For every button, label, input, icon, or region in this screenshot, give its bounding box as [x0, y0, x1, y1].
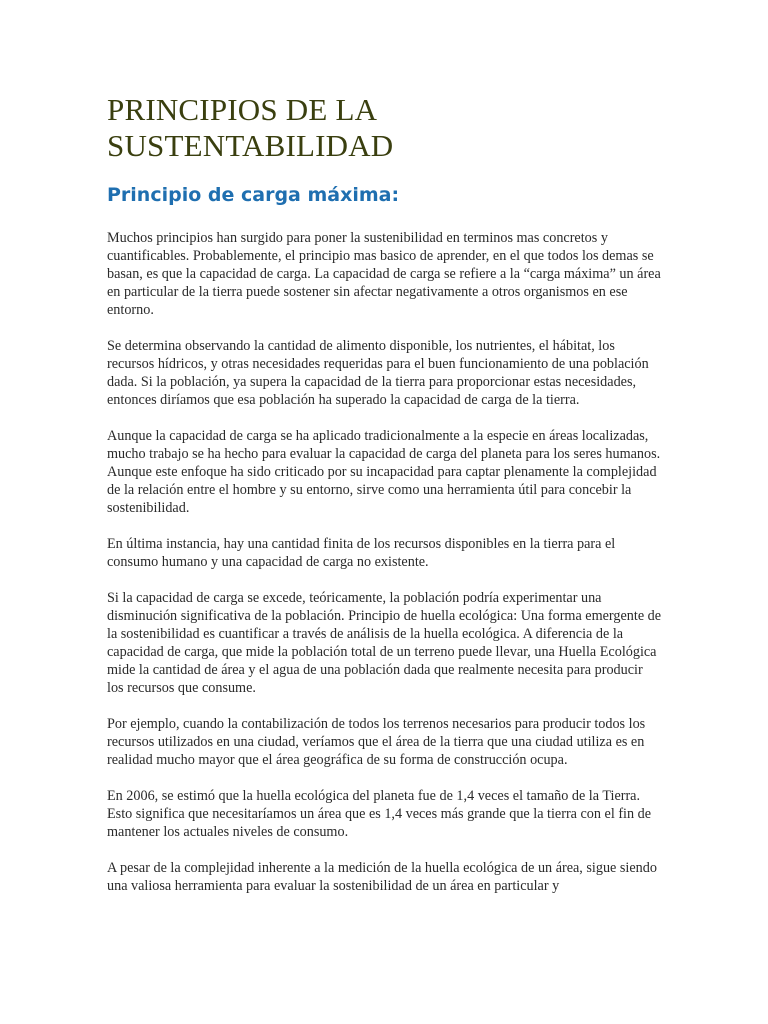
- document-title: [107, 92, 662, 164]
- document-title-line-1: PRINCIPIOS DE LA: [107, 92, 378, 127]
- document-title-line-2: SUSTENTABILIDAD: [107, 128, 394, 163]
- paragraph-2: Se determina observando la cantidad de alimento disponible, los nutrientes, el hábitat, los recursos hídricos, y otras necesidades requeridas para el buen funcionamiento de una población dada. Si la población, ya supera la capacidad de la tierra para proporcionar estas necesidades, entonces diríamos que esa población ha superado la capacidad de carga de la tierra.: [107, 338, 649, 408]
- paragraph-6: Por ejemplo, cuando la contabilización de todos los terrenos necesarios para producir todos los recursos utilizados en una ciudad, veríamos que el área de la tierra que una ciudad utiliza es en realidad mucho mayor que el área geográfica de su forma de construcción ocupa.: [107, 716, 646, 768]
- paragraph-8: A pesar de la complejidad inherente a la medición de la huella ecológica de un área, sigue siendo una valiosa herramienta para evaluar la sostenibilidad de un área en particular y: [107, 860, 657, 894]
- paragraph-3: Aunque la capacidad de carga se ha aplicado tradicionalmente a la especie en áreas localizadas, mucho trabajo se ha hecho para evaluar la capacidad de carga del planeta para los seres humanos. Aunque este enfoque ha sido criticado por su incapacidad para captar plenamente la complejidad de la relación entre el hombre y su entorno, sirve como una herramienta útil para concebir la sostenibilidad.: [107, 428, 661, 516]
- document-page: [107, 92, 662, 913]
- paragraph-4: En última instancia, hay una cantidad finita de los recursos disponibles en la tierra para el consumo humano y una capacidad de carga no existente.: [107, 536, 616, 570]
- paragraph-7: En 2006, se estimó que la huella ecológica del planeta fue de 1,4 veces el tamaño de la Tierra. Esto significa que necesitaríamos un área que es 1,4 veces más grande que la tierra con el fin de mantener los actuales niveles de consumo.: [107, 788, 652, 840]
- paragraph-5: Si la capacidad de carga se excede, teóricamente, la población podría experimentar una disminución significativa de la población. Principio de huella ecológica: Una forma emergente de la sostenibilidad es cuantificar a través de análisis de la huella ecológica. A diferencia de la capacidad de carga, que mide la población total de un terreno puede llevar, una Huella Ecológica mide la cantidad de área y el agua de una población dada que realmente necesita para producir los recursos que consume.: [107, 590, 662, 696]
- section-heading: Principio de carga máxima:: [107, 184, 400, 206]
- paragraph-1: Muchos principios han surgido para poner la sustenibilidad en terminos mas concretos y cuantificables. Probablemente, el principio mas basico de aprender, en el que todos los demas se basan, es que la capacidad de carga. La capacidad de carga se refiere a la “carga máxima” un área en particular de la tierra puede sostener sin afectar negativamente a otros organismos en ese entorno.: [107, 230, 661, 318]
